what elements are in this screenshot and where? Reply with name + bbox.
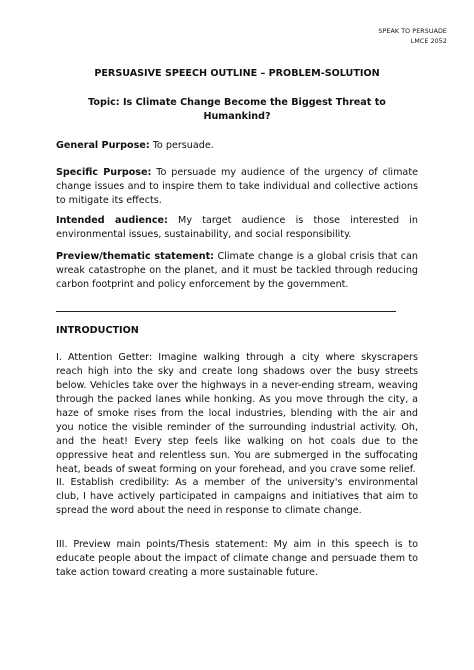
section-divider bbox=[56, 311, 396, 312]
general-purpose bbox=[56, 139, 418, 153]
general-purpose-text: To persuade. bbox=[149, 140, 214, 151]
document-title: PERSUASIVE SPEECH OUTLINE – PROBLEM-SOLUTION bbox=[94, 68, 380, 79]
introduction-heading: INTRODUCTION bbox=[56, 325, 139, 336]
specific-purpose-text: To persuade my audience of the urgency of climate change issues and to inspire them to take individual and collective actions to mitigate its effects. bbox=[56, 167, 418, 206]
running-header bbox=[378, 27, 447, 47]
intended-audience bbox=[56, 214, 418, 242]
intended-audience-text: My target audience is those interested in environmental issues, sustainability, and social responsibility. bbox=[56, 215, 418, 240]
specific-purpose bbox=[56, 166, 418, 208]
specific-purpose-label: Specific Purpose: bbox=[56, 167, 152, 178]
preview-statement-text: Climate change is a global crisis that can wreak catastrophe on the planet, and it must be tackled through reducing carbon footprint and policy enforcement by the government. bbox=[56, 251, 418, 290]
speech-topic: Topic: Is Climate Change Become the Biggest Threat to Humankind? bbox=[88, 97, 386, 122]
preview-statement-label: Preview/thematic statement: bbox=[56, 251, 215, 262]
establish-credibility: II. Establish credibility: As a member of the university's environmental club, I have actively participated in campaigns and initiatives that aim to spread the word about the need in response to climate change. bbox=[56, 477, 418, 516]
preview-statement bbox=[56, 250, 418, 292]
intended-audience-label: Intended audience: bbox=[56, 215, 168, 226]
attention-getter: I. Attention Getter: Imagine walking through a city where skyscrapers reach high into the sky and create long shadows over the busy streets below. Vehicles take over the highways in a never-ending stream, weaving through the packed lanes while honking. As you move through the city, a haze of smoke rises from the local industries, blending with the air and you notice the visible reminder of the surrounding industrial activity. Oh, and the heat! Every step feels like walking on hot coals due to the oppressive heat and relentless sun. You are submerged in the suffocating heat, beads of sweat forming on your forehead, and you crave some relief. bbox=[56, 352, 418, 475]
thesis-statement: III. Preview main points/Thesis statement: My aim in this speech is to educate people about the impact of climate change and persuade them to take action toward creating a more sustainable future. bbox=[56, 539, 418, 578]
general-purpose-label: General Purpose: bbox=[56, 140, 150, 151]
course-code: LMCE 2052 bbox=[410, 38, 447, 45]
course-title: SPEAK TO PERSUADE bbox=[378, 28, 447, 35]
